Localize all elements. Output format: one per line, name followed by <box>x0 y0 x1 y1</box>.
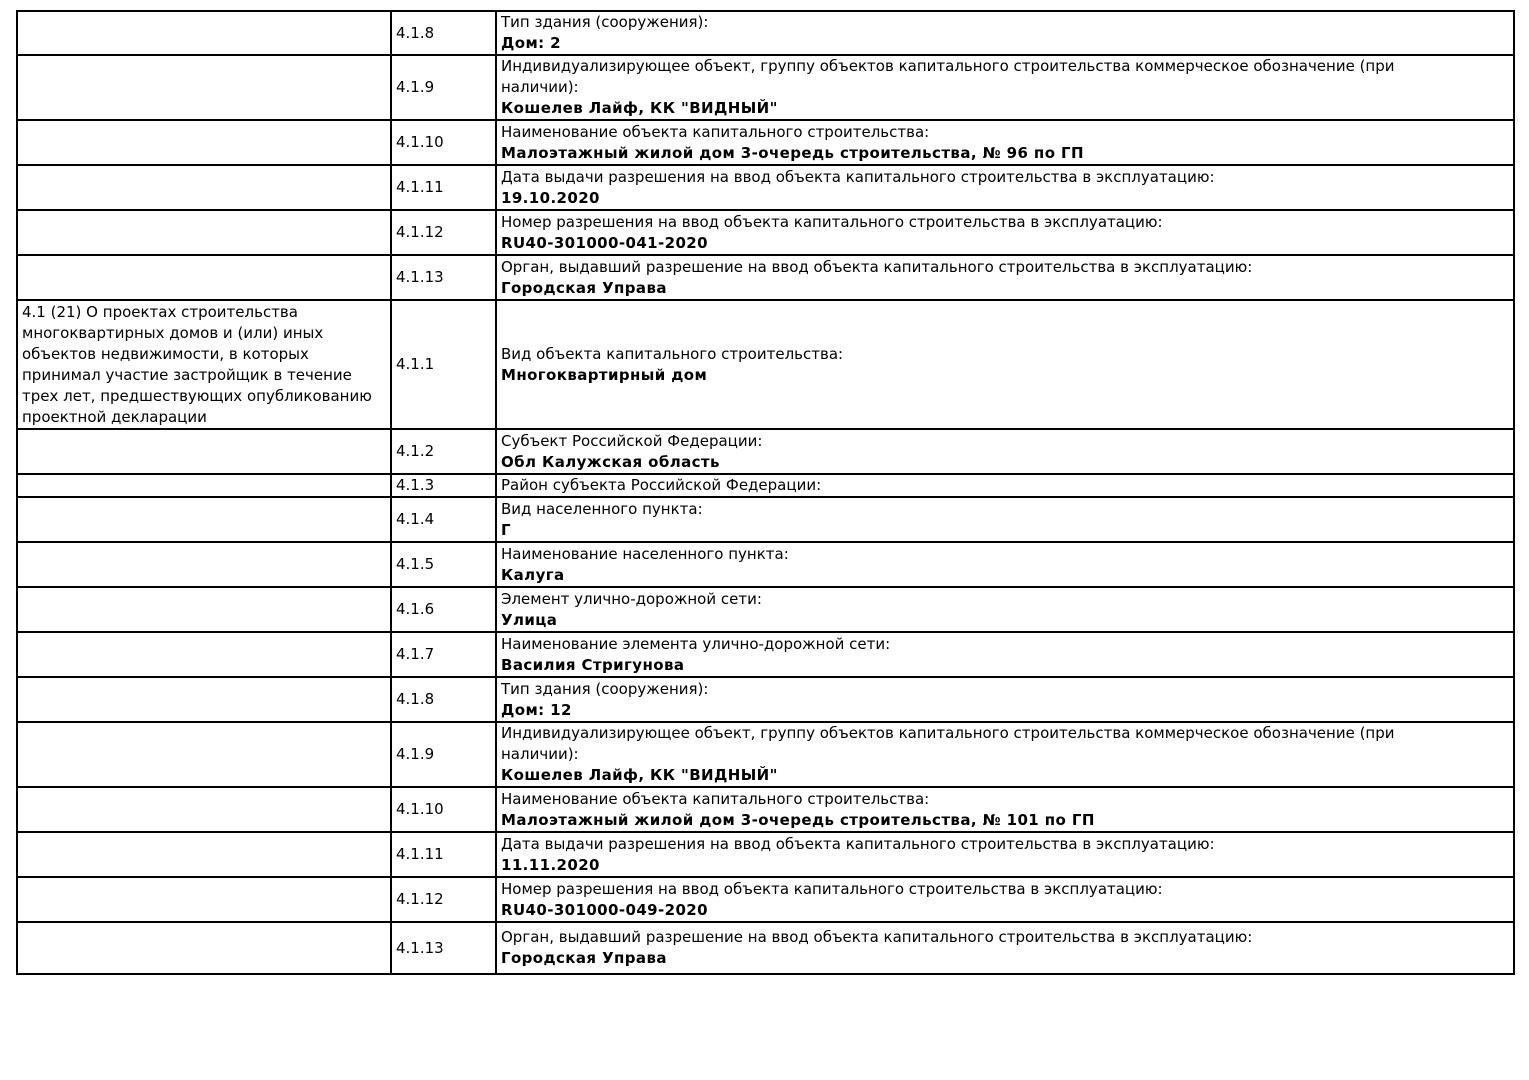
field-label: Район субъекта Российской Федерации: <box>501 476 822 494</box>
value-cell <box>496 11 1514 55</box>
field-label: Номер разрешения на ввод объекта капитального строительства в эксплуатацию: <box>501 212 1163 231</box>
table-row <box>17 832 1514 877</box>
section-cell <box>17 165 391 210</box>
table-row <box>17 474 1514 497</box>
field-value: Дом: 12 <box>501 700 572 719</box>
code-cell <box>391 587 496 632</box>
row-code: 4.1.13 <box>396 938 444 957</box>
value-cell <box>496 632 1514 677</box>
row-code: 4.1.10 <box>396 800 444 818</box>
section-cell <box>17 429 391 474</box>
value-cell <box>496 497 1514 542</box>
value-cell <box>496 922 1514 974</box>
field-label: Наименование объекта капитального строительства: <box>501 122 930 141</box>
row-code: 4.1.9 <box>396 78 435 96</box>
row-code: 4.1.12 <box>396 890 444 908</box>
field-label: Индивидуализирующее объект, группу объектов капитального строительства коммерческое обозначение (при наличии): <box>501 57 1395 96</box>
field-value: Малоэтажный жилой дом 3-очередь строительства, № 101 по ГП <box>501 810 1095 829</box>
row-code: 4.1.7 <box>396 645 435 663</box>
value-cell <box>496 255 1514 300</box>
code-cell <box>391 255 496 300</box>
value-cell <box>496 677 1514 722</box>
field-value: Малоэтажный жилой дом 3-очередь строительства, № 96 по ГП <box>501 143 1084 162</box>
field-value: Обл Калужская область <box>501 452 720 471</box>
code-cell <box>391 877 496 922</box>
row-code: 4.1.6 <box>396 600 435 618</box>
code-cell <box>391 542 496 587</box>
section-cell <box>17 787 391 832</box>
code-cell <box>391 722 496 787</box>
value-cell <box>496 587 1514 632</box>
value-cell <box>496 210 1514 255</box>
field-label: Наименование населенного пункта: <box>501 544 789 563</box>
code-cell <box>391 55 496 120</box>
table-row <box>17 922 1514 974</box>
value-cell <box>496 55 1514 120</box>
code-cell <box>391 832 496 877</box>
field-label: Вид объекта капитального строительства: <box>501 344 844 363</box>
field-value: Калуга <box>501 565 565 584</box>
row-code: 4.1.2 <box>396 442 435 460</box>
field-value: RU40-301000-049-2020 <box>501 900 708 919</box>
field-label: Тип здания (сооружения): <box>501 679 709 698</box>
row-code: 4.1.11 <box>396 845 444 863</box>
table-row <box>17 55 1514 120</box>
field-label: Дата выдачи разрешения на ввод объекта капитального строительства в эксплуатацию: <box>501 167 1215 186</box>
value-cell <box>496 722 1514 787</box>
section-cell <box>17 587 391 632</box>
table-row <box>17 497 1514 542</box>
code-cell <box>391 300 496 429</box>
field-value: Городская Управа <box>501 278 667 297</box>
field-value: 11.11.2020 <box>501 855 600 874</box>
field-label: Наименование объекта капитального строительства: <box>501 789 930 808</box>
field-label: Наименование элемента улично-дорожной сети: <box>501 634 891 653</box>
section-cell <box>17 210 391 255</box>
field-label: Орган, выдавший разрешение на ввод объекта капитального строительства в эксплуатацию: <box>501 257 1253 276</box>
row-code: 4.1.9 <box>396 745 435 763</box>
row-code: 4.1.3 <box>396 476 435 494</box>
row-code: 4.1.10 <box>396 133 444 151</box>
code-cell <box>391 429 496 474</box>
code-cell <box>391 677 496 722</box>
section-cell <box>17 474 391 497</box>
row-code: 4.1.11 <box>396 178 444 196</box>
field-label: Элемент улично-дорожной сети: <box>501 589 762 608</box>
table-row <box>17 11 1514 55</box>
section-cell <box>17 55 391 120</box>
table-row <box>17 165 1514 210</box>
section-cell <box>17 832 391 877</box>
table-row <box>17 255 1514 300</box>
section-cell <box>17 300 391 429</box>
row-code: 4.1.1 <box>396 355 435 373</box>
code-cell <box>391 120 496 165</box>
table-row <box>17 632 1514 677</box>
code-cell <box>391 165 496 210</box>
section-cell <box>17 677 391 722</box>
code-cell <box>391 632 496 677</box>
row-code: 4.1.8 <box>396 23 435 42</box>
table-row <box>17 542 1514 587</box>
table-row <box>17 787 1514 832</box>
section-cell <box>17 542 391 587</box>
value-cell <box>496 787 1514 832</box>
section-cell <box>17 497 391 542</box>
section-cell <box>17 632 391 677</box>
table-row <box>17 587 1514 632</box>
table-row <box>17 677 1514 722</box>
section-label: 4.1 (21) О проектах строительства многоквартирных домов и (или) иных объектов недвижимости, в которых принимал участие застройщик в течение трех лет, предшествующих опубликованию проектной декларации <box>22 303 372 426</box>
value-cell <box>496 877 1514 922</box>
code-cell <box>391 787 496 832</box>
field-value: Кошелев Лайф, КК "ВИДНЫЙ" <box>501 99 778 117</box>
field-label: Субъект Российской Федерации: <box>501 431 763 450</box>
section-cell <box>17 877 391 922</box>
field-label: Дата выдачи разрешения на ввод объекта капитального строительства в эксплуатацию: <box>501 834 1215 853</box>
field-label: Вид населенного пункта: <box>501 499 703 518</box>
field-value: Улица <box>501 610 558 629</box>
field-value: RU40-301000-041-2020 <box>501 233 708 252</box>
value-cell <box>496 165 1514 210</box>
table-row <box>17 877 1514 922</box>
field-value: Многоквартирный дом <box>501 365 708 384</box>
field-value: Городская Управа <box>501 949 667 967</box>
table-row <box>17 722 1514 787</box>
section-cell <box>17 120 391 165</box>
section-cell <box>17 922 391 974</box>
field-label: Тип здания (сооружения): <box>501 13 709 31</box>
field-label: Индивидуализирующее объект, группу объектов капитального строительства коммерческое обозначение (при наличии): <box>501 724 1395 763</box>
section-cell <box>17 722 391 787</box>
value-cell <box>496 832 1514 877</box>
field-value: Дом: 2 <box>501 34 561 52</box>
row-code: 4.1.13 <box>396 268 444 286</box>
field-value: Г <box>501 520 511 539</box>
field-value: 19.10.2020 <box>501 188 600 207</box>
declaration-table <box>16 10 1515 975</box>
code-cell <box>391 210 496 255</box>
code-cell <box>391 922 496 974</box>
code-cell <box>391 11 496 55</box>
row-code: 4.1.5 <box>396 555 435 573</box>
field-label: Орган, выдавший разрешение на ввод объекта капитального строительства в эксплуатацию: <box>501 928 1253 946</box>
field-value: Кошелев Лайф, КК "ВИДНЫЙ" <box>501 766 778 784</box>
value-cell <box>496 429 1514 474</box>
value-cell <box>496 300 1514 429</box>
section-cell <box>17 11 391 55</box>
field-value: Василия Стригунова <box>501 655 685 674</box>
value-cell <box>496 120 1514 165</box>
code-cell <box>391 497 496 542</box>
value-cell <box>496 474 1514 497</box>
table-row <box>17 120 1514 165</box>
value-cell <box>496 542 1514 587</box>
section-cell <box>17 255 391 300</box>
table-row <box>17 429 1514 474</box>
field-label: Номер разрешения на ввод объекта капитального строительства в эксплуатацию: <box>501 879 1163 898</box>
table-row <box>17 210 1514 255</box>
table-row-section <box>17 300 1514 429</box>
row-code: 4.1.4 <box>396 510 435 528</box>
code-cell <box>391 474 496 497</box>
row-code: 4.1.8 <box>396 690 435 708</box>
row-code: 4.1.12 <box>396 223 444 241</box>
